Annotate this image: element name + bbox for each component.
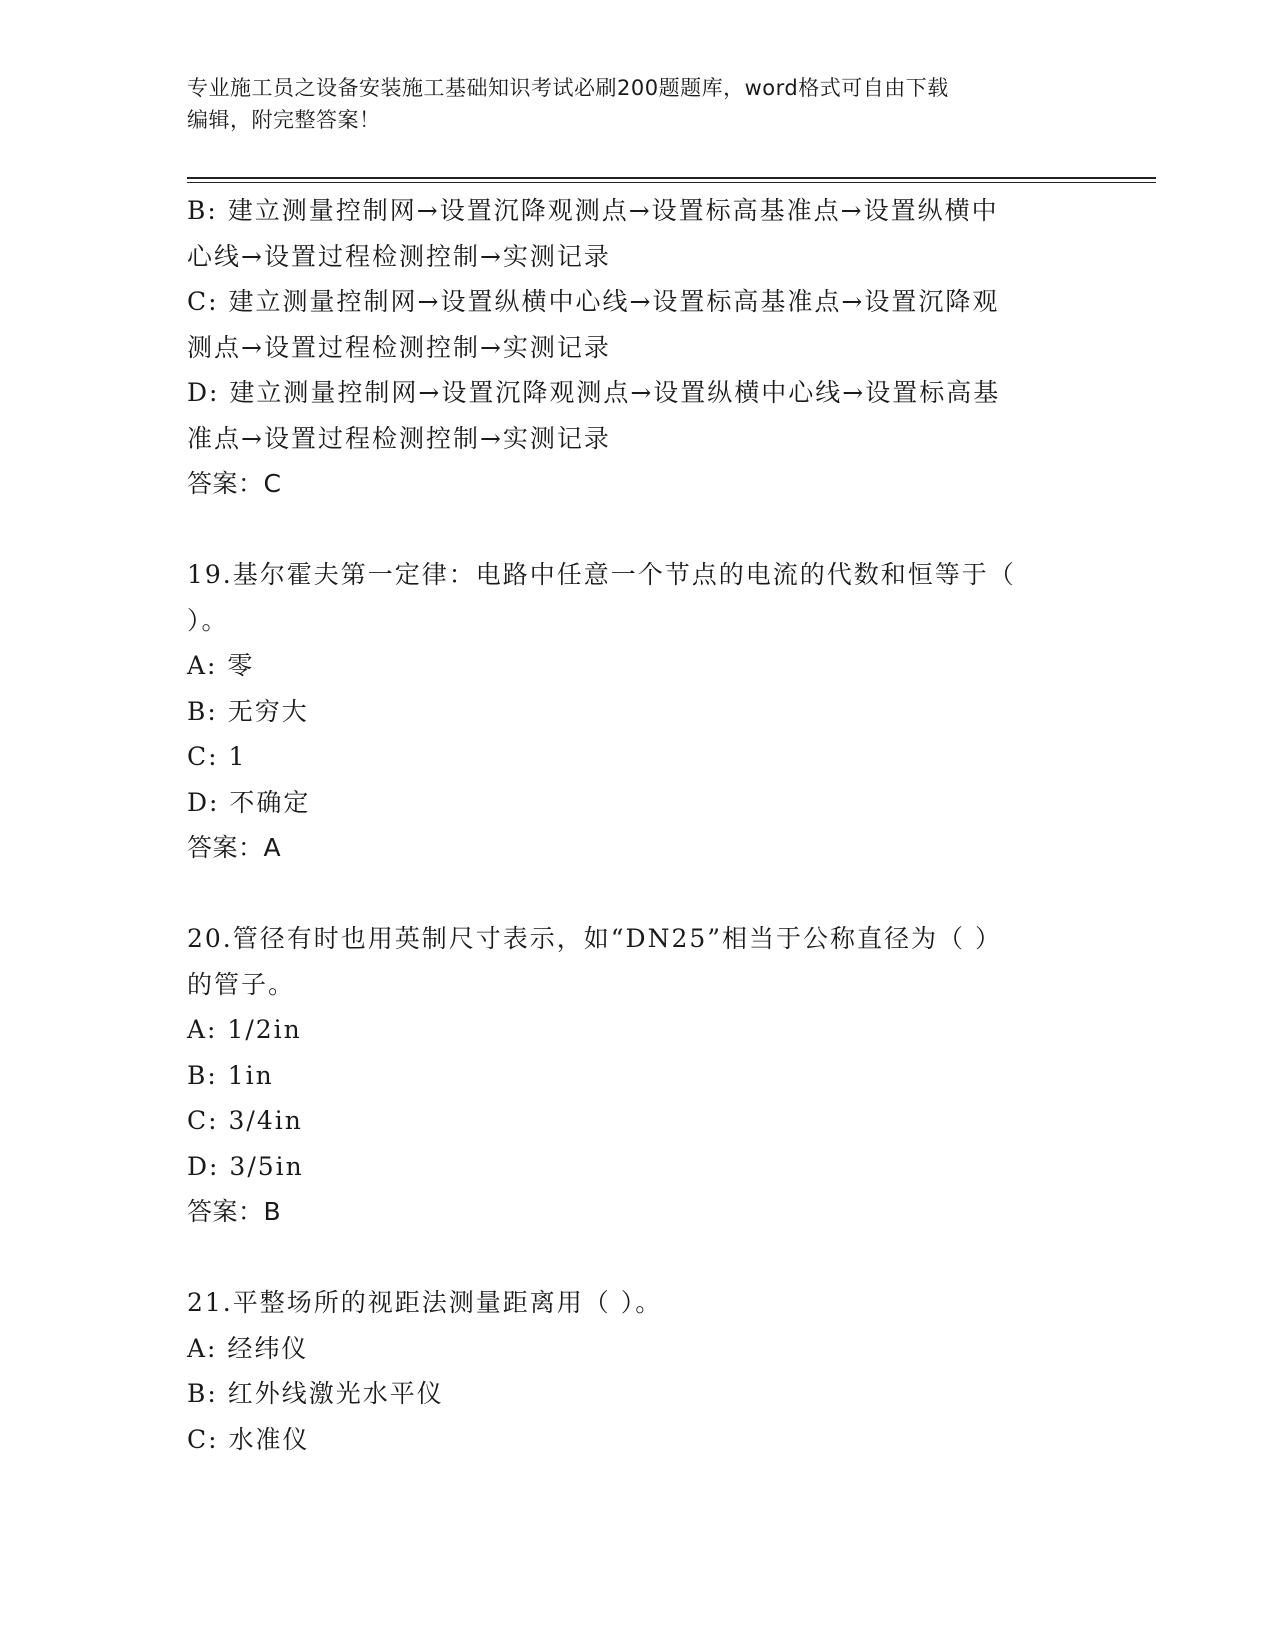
option-d-line-2: 准点→设置过程检测控制→实测记录 [187, 423, 611, 453]
option-d: D: 不确定 [187, 787, 311, 817]
spacer [187, 507, 1087, 553]
header-divider-thick [187, 177, 1156, 179]
option-d-line-1: D: 建立测量控制网→设置沉降观测点→设置纵横中心线→设置标高基 [187, 378, 1001, 407]
document-header [187, 72, 1087, 136]
question-stem-line-2: ）。 [187, 605, 229, 635]
option-b: B: 无穷大 [187, 696, 309, 726]
question-stem-line-1: 19.基尔霍夫第一定律：电路中任意一个节点的电流的代数和恒等于（ [187, 560, 1016, 589]
option-c-line-1: C: 建立测量控制网→设置纵横中心线→设置标高基准点→设置沉降观 [187, 287, 1000, 316]
question-19 [187, 552, 1087, 871]
option-b-line-2: 心线→设置过程检测控制→实测记录 [187, 241, 611, 271]
spacer [187, 1235, 1087, 1281]
question-stem-line-1: 21.平整场所的视距法测量距离用（ ）。 [187, 1288, 663, 1317]
spacer [187, 871, 1087, 917]
option-c: C: 1 [187, 742, 247, 771]
option-c-line-2: 测点→设置过程检测控制→实测记录 [187, 332, 611, 362]
header-divider-thin [187, 182, 1156, 183]
question-20 [187, 916, 1087, 1235]
option-c: C: 3/4in [187, 1106, 303, 1135]
answer: 答案：B [187, 1197, 282, 1226]
header-title-line-1: 专业施工员之设备安装施工基础知识考试必刷200题题库，word格式可自由下载 [187, 76, 949, 100]
option-c: C: 水准仪 [187, 1424, 310, 1454]
question-stem-line-2: 的管子。 [187, 969, 296, 999]
option-b: B: 1in [187, 1060, 274, 1090]
option-a: A: 经纬仪 [187, 1333, 309, 1363]
option-b: B: 红外线激光水平仪 [187, 1379, 444, 1408]
answer: 答案：C [187, 469, 282, 498]
answer: 答案：A [187, 833, 282, 862]
question-18 [187, 188, 1087, 507]
option-a: A: 零 [187, 651, 255, 680]
option-b-line-1: B: 建立测量控制网→设置沉降观测点→设置标高基准点→设置纵横中 [187, 196, 999, 225]
header-title-line-2: 编辑，附完整答案！ [187, 108, 381, 132]
question-stem-line-1: 20.管径有时也用英制尺寸表示，如“DN25”相当于公称直径为（ ） [187, 924, 1002, 953]
option-a: A: 1/2in [187, 1015, 302, 1044]
question-21 [187, 1280, 1087, 1462]
option-d: D: 3/5in [187, 1151, 304, 1181]
question-list [187, 188, 1087, 1462]
